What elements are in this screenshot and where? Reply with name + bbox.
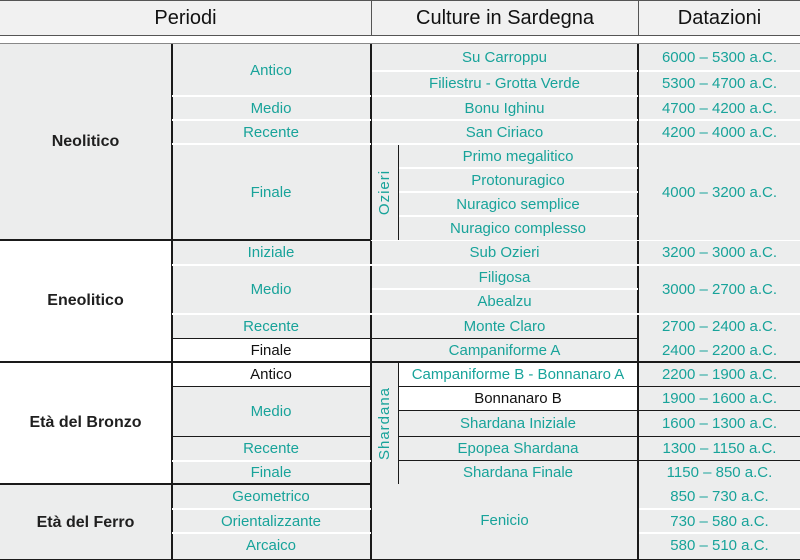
period-eneolitico: Eneolitico — [47, 292, 124, 309]
subperiod-eneolitico-iniziale: Iniziale — [247, 244, 295, 261]
date-6000-5300: 6000 – 5300 a.C. — [661, 49, 778, 66]
date-1300-1150: 1300 – 1150 a.C. — [662, 440, 777, 457]
culture-campaniforme-b: Campaniforme B - Bonnanaro A — [411, 366, 625, 383]
date-3200-3000: 3200 – 3000 a.C. — [661, 244, 778, 261]
column-header-periodi: Periodi — [0, 0, 371, 36]
culture-su-carroppu: Su Carroppu — [461, 49, 548, 66]
culture-abealzu: Abealzu — [477, 293, 532, 310]
column-header-culture: Culture in Sardegna — [371, 0, 638, 36]
subperiod-bronzo-recente: Recente — [243, 440, 299, 457]
culture-fenicio: Fenicio — [480, 512, 529, 529]
date-5300-4700: 5300 – 4700 a.C. — [661, 75, 778, 92]
culture-protonuragico: Protonuragico — [471, 171, 565, 189]
date-730-580: 730 – 580 a.C. — [670, 512, 769, 530]
period-eta-del-ferro: Età del Ferro — [36, 513, 135, 531]
date-2700-2400: 2700 – 2400 a.C. — [661, 318, 778, 335]
subperiod-ferro-arcaico: Arcaico — [245, 536, 297, 554]
subperiod-bronzo-medio: Medio — [250, 403, 292, 420]
period-neolitico: Neolitico — [51, 133, 120, 150]
column-header-datazioni: Datazioni — [638, 0, 800, 36]
date-2400-2200: 2400 – 2200 a.C. — [661, 341, 778, 359]
culture-san-ciriaco: San Ciriaco — [465, 123, 544, 141]
culture-sub-ozieri: Sub Ozieri — [469, 244, 540, 261]
culture-nuragico-complesso: Nuragico complesso — [450, 219, 586, 237]
date-4700-4200: 4700 – 4200 a.C. — [661, 99, 778, 117]
subperiod-eneolitico-finale: Finale — [250, 341, 292, 359]
date-1900-1600: 1900 – 1600 a.C. — [661, 390, 778, 407]
subperiod-bronzo-antico: Antico — [250, 366, 292, 383]
subperiod-bronzo-finale: Finale — [250, 464, 292, 481]
culture-shardana-iniziale: Shardana Iniziale — [460, 415, 576, 432]
date-580-510: 580 – 510 a.C. — [670, 536, 769, 554]
culture-epopea-shardana: Epopea Shardana — [457, 440, 579, 457]
date-1600-1300: 1600 – 1300 a.C. — [661, 415, 778, 432]
subperiod-eneolitico-recente: Recente — [243, 318, 299, 335]
culture-filiestru: Filiestru - Grotta Verde — [429, 75, 580, 92]
culture-nuragico-semplice: Nuragico semplice — [456, 195, 580, 213]
date-4200-4000: 4200 – 4000 a.C. — [661, 123, 778, 141]
subperiod-neolitico-medio: Medio — [250, 99, 292, 117]
culture-campaniforme-a: Campaniforme A — [448, 341, 561, 359]
subperiod-neolitico-finale: Finale — [250, 183, 292, 201]
subperiod-neolitico-recente: Recente — [243, 123, 299, 141]
period-eta-del-bronzo: Età del Bronzo — [29, 414, 142, 431]
subperiod-neolitico-antico: Antico — [250, 61, 292, 79]
date-1150-850: 1150 – 850 a.C. — [666, 463, 773, 481]
subperiod-ferro-geometrico: Geometrico — [232, 488, 310, 505]
culture-monte-claro: Monte Claro — [463, 318, 546, 335]
date-850-730: 850 – 730 a.C. — [670, 488, 769, 505]
culture-bonu-ighinu: Bonu Ighinu — [464, 99, 545, 117]
subperiod-ferro-orientalizzante: Orientalizzante — [220, 512, 322, 530]
subperiod-eneolitico-medio: Medio — [250, 281, 292, 298]
culture-primo-megalitico: Primo megalitico — [462, 147, 574, 165]
header-spacer — [0, 36, 800, 44]
culture-bonnanaro-b: Bonnanaro B — [474, 390, 562, 407]
group-label-ozieri: Ozieri — [376, 169, 394, 215]
date-2200-1900: 2200 – 1900 a.C. — [661, 366, 778, 383]
culture-shardana-finale: Shardana Finale — [462, 463, 574, 481]
group-label-shardana: Shardana — [376, 386, 394, 460]
date-3000-2700: 3000 – 2700 a.C. — [661, 281, 778, 298]
culture-filigosa: Filigosa — [478, 268, 531, 286]
date-4000-3200: 4000 – 3200 a.C. — [661, 183, 778, 201]
